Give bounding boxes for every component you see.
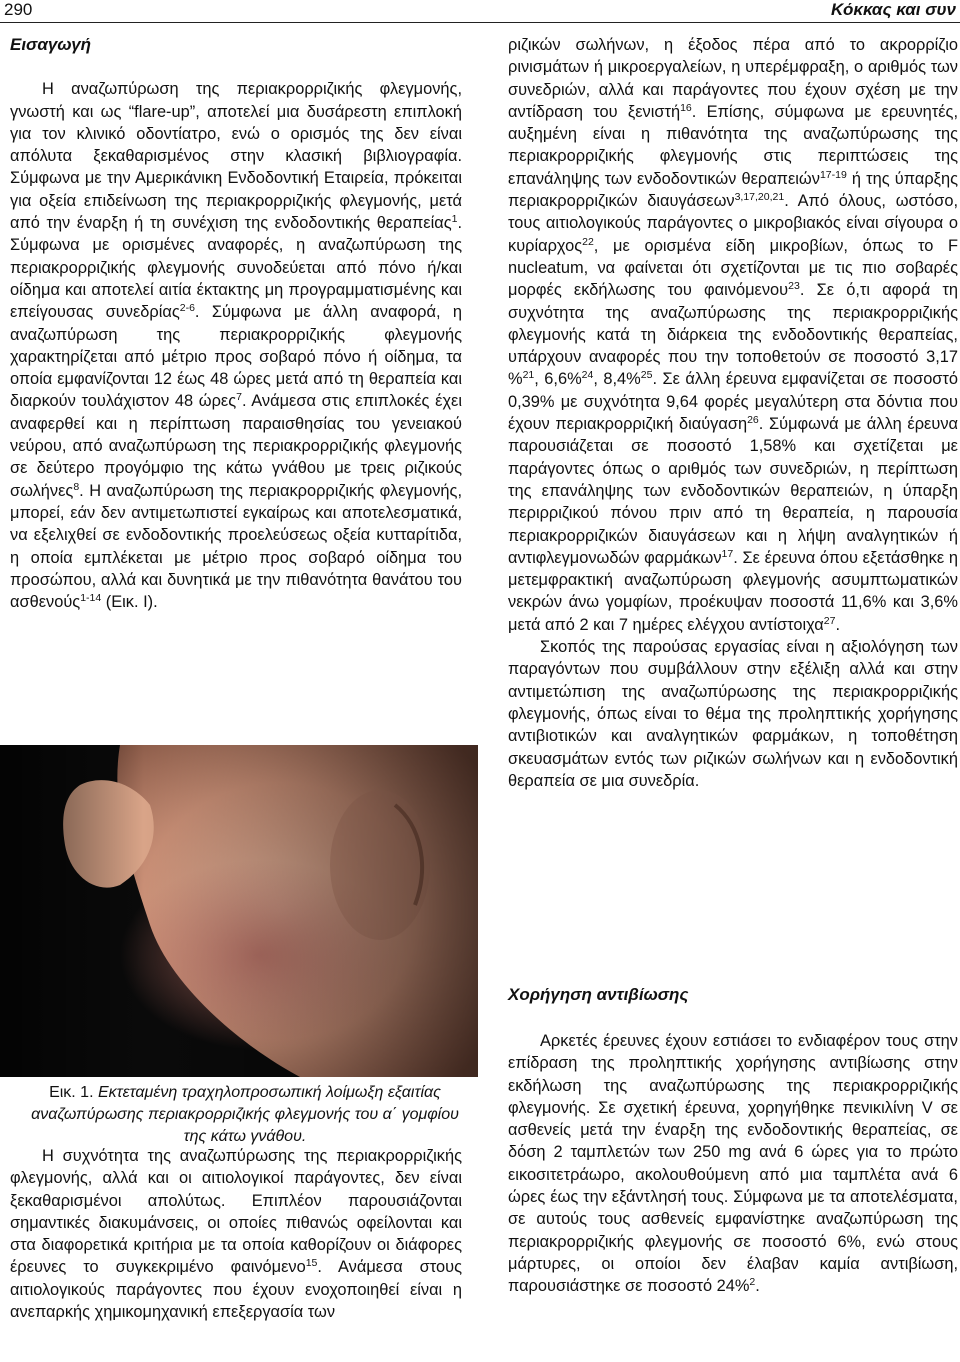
continuation-paragraph: ριζικών σωλήνων, η έξοδος πέρα από το ακρορρίζιο ρινισμάτων ή μικροεργαλείων, η υπερέμφραξη, ο αριθμός των συνεδριών, αλλά και παράγοντες που έχουν σχέση με την αντίδραση του ξενιστή$^{16}$. Επίσης, σύμφωνα με ερευνητές, αυξημένη είναι η πιθανότητα της αναζωπύρωσης της περιακρορριζικής φλεγμονής στις περιπτώσεις της επανάληψης των ενδοδοντικών θεραπειών$^{17-19}$ ή της ύπαρξης περιακρορριζικών διαυγάσεων$^{3,17,20,21}$. Από όλους, ωστόσο, τους αιτιολογικούς παράγοντες ο μικροβιακός είναι σίγουρα ο κυρίαρχος$^{22}$, με ορισμένα είδη μικροβίων, όπως το F nucleatum, να φαίνεται ότι σχετίζονται με τις πιο σοβαρές μορφές εκδήλωσης του φαινόμενου$^{23}$. Σε ό,τι αφορά τη συχνότητα της αναζωπύρωσης της περιακρορριζικής φλεγμονής κατά τη διάρκεια της ενδοδοντικής θεραπείας, υπάρχουν αναφορές που την τοποθετούν σε ποσοστό 3,17 %$^{21}$, 6,6%$^{24}$, 8,4%$^{25}$. Σε άλλη έρευνα εμφανίζεται σε ποσοστό 0,39% με συχνότητα 9,64 φορές μεγαλύτερη στα δόντια που έχουν περιακρορριζική διαύγαση$^{26}$. Σύμφωνά με άλλη έρευνα παρουσιάζεται σε ποσοστό 1,58% και σχετίζεται με παράγοντες όπως ο αριθμός των συνεδριών, η περίπτωση της επανάληψης των ενδοδοντικών θεραπειών, η ύπαρξη περιρριζικού πόνου πριν από τη θεραπεία, η παρουσία περιακρορριζικών διαυγάσεων και η λήψη αναλγητικών ή αντιφλεγμονωδών φαρμάκων$^{17}$. Σε έρευνα όπου εξετάσθηκε η μετεμφρακτική αναζωπύρωση φλεγμονής ασυμπτωματικών νεκρών άνω γομφίων, προέκυψαν ποσοστά 11,6% και 3,6% μετά από 2 και 7 ημέρες ελέγχου αντίστοιχα$^{27}$. (508, 36, 959, 634)
citation: 16 (680, 101, 692, 114)
left-column (10, 34, 462, 613)
citation: 21 (522, 369, 535, 382)
citation: 23 (788, 280, 800, 293)
section-heading-introduction: Εισαγωγή (10, 35, 92, 54)
figure-caption (30, 1082, 460, 1148)
citation: 3,17,20,21 (734, 191, 785, 204)
clinical-photo (0, 745, 478, 1077)
citation: 24 (581, 369, 594, 382)
right-column (508, 34, 958, 792)
citation: 2 (749, 1276, 756, 1289)
citation: 26 (747, 414, 759, 427)
citation: 25 (640, 369, 653, 382)
citation: 27 (823, 614, 836, 627)
citation: 1-14 (80, 592, 102, 605)
right-column-bottom (508, 1030, 958, 1298)
citation: 17 (721, 547, 734, 560)
citation: 1 (451, 213, 458, 226)
citation: 15 (305, 1257, 318, 1270)
frequency-paragraph: Η συχνότητα της αναζωπύρωσης της περιακρορριζικής φλεγμονής, αλλά και οι αιτιολογικοί παράγοντες, δεν είναι ξεκαθαρισμένοι απολύτως. Επιπλέον παρουσιάζονται σημαντικές διακυμάνσεις, οι οποίες πιθανώς οφείλονται και στα διαφορετικά κριτήρια με τα οποία καθορίζουν οι διάφορες έρευνες το συγκεκριμένο φαινόμενο$^{15}$. Ανάμεσα στους αιτιολογικούς παράγοντες που έχουν ενοχοποιηθεί είναι η ανεπαρκής χημικομηχανική επεξεργασία των (10, 1147, 462, 1322)
page-number: 290 (4, 0, 33, 19)
running-title: Κόκκας και συν (831, 0, 956, 19)
aim-paragraph: Σκοπός της παρούσας εργασίας είναι η αξιολόγηση των παραγόντων που συμβάλλουν στην εξέλιξη αλλά και στην αντιμετώπιση της αναζωπύρωσης της περιακρορριζικής φλεγμονής, όπως είναι το θέμα της προληπτικής χορήγησης αντιβιοτικών και αναλγητικών φαρμάκων, η τοποθέτηση σκευασμάτων εντός των ριζικών σωλήνων και η ενδοδοντική θεραπεία σε μια συνεδρία. (508, 638, 958, 790)
section-heading-antibiotics: Χορήγηση αντιβίωσης (508, 985, 689, 1004)
citation: 8 (73, 480, 80, 493)
left-column-bottom (10, 1145, 462, 1323)
citation: 22 (582, 235, 594, 248)
citation: 7 (236, 391, 242, 404)
antibiotics-paragraph: Αρκετές έρευνες έχουν εστιάσει το ενδιαφέρον τους στην επίδραση της προληπτικής χορήγησης αντιβίωσης στην εκδήλωση της αναζωπύρωσης της περιακρορριζικής φλεγμονής. Σε σχετική έρευνα, χορηγήθηκε πενικιλίνη V σε ασθενείς μετά την έναρξη της ενδοδοντικής θεραπείας, σε δόση 2 ταμπλετών των 250 mg ανά 6 ώρες για το πρώτο εικοσιτετράωρο, ακολουθούμενη από μια ταμπλέτα ανά 6 ώρες έως την εξάντλησή τους. Σύμφωνα με τα αποτελέσματα, σε αυτούς τους ασθενείς εμφανίστηκε αναζωπύρωση της περιακρορριζικής φλεγμονής σε ποσοστό 6%, ενώ στους μάρτυρες, οι οποίοι δεν έλαβαν καμία αντιβίωση, παρουσιάστηκε σε ποσοστό 24%$^2$. (508, 1032, 958, 1296)
intro-paragraph: Η αναζωπύρωση της περιακρορριζικής φλεγμονής, γνωστή και ως “flare-up”, αποτελεί μια δυσάρεστη επιπλοκή για τον κλινικό οδοντίατρο, ενώ ο ορισμός της δεν είναι απόλυτα ξεκαθαρισμένος στην κλασική βιβλιογραφία. Σύμφωνα με την Αμερικάνικη Ενδοδοντική Εταιρεία, πρόκειται για οξεία επιδείνωση της περιακρορριζικής φλεγμονής, μετά από την έναρξη ή τη συνέχιση της ενδοδοντικής θεραπείας$^1$. Σύμφωνα με ορισμένες αναφορές, η αναζωπύρωση της περιακρορριζικής φλεγμονής συνοδεύεται από πόνο ή/και οίδημα και αποτελεί αιτία έκτακτης μη προγραμματισμένης και επείγουσας συνεδρίας$^{2-6}$. Σύμφωνα με άλλη αναφορά, η αναζωπύρωση της περιακρορριζικής φλεγμονής χαρακτηρίζεται από μέτριο προς σοβαρό πόνο ή οίδημα, τα οποία εμφανίζονται 12 έως 48 ώρες μετά από τη θεραπεία και διαρκούν τουλάχιστον 48 ώρες$^7$. Ανάμεσα στις επιπλοκές έχει αναφερθεί και η περίπτωση παραισθησίας του γενειακού νεύρου, από αναζωπύρωση της περιακρορριζικής φλεγμονής σε δεύτερο προγόμφιο της κάτω γνάθου με τρεις ριζικούς σωλήνες$^8$. Η αναζωπύρωση της περιακρορριζικής φλεγμονής, μπορεί, εάν δεν αντιμετωπιστεί εγκαίρως και αποτελεσματικά, να εξελιχθεί σε ενδοδοντικής προελεύσεως οξεία κυτταρίτιδα, η οποία εμπλέκεται με μέτριο προς σοβαρό οίδημα του προσώπου, αλλά και δυνητικά με την πιθανότητα θανάτου του ασθενούς$^{1-14}$ (Εικ. I). (10, 80, 462, 612)
figure-caption-text: Εκτεταμένη τραχηλοπροσωπική λοίμωξη εξαιτίας αναζωπύρωσης περιακρορριζικής φλεγμονής του α΄ γομφίου της κάτω γνάθου. (31, 1084, 459, 1145)
patient-neck-photo (0, 745, 478, 1077)
citation: 17-19 (819, 168, 847, 181)
page-header (0, 0, 960, 23)
citation: 2-6 (179, 302, 195, 315)
figure-label: Εικ. 1. (49, 1084, 94, 1101)
